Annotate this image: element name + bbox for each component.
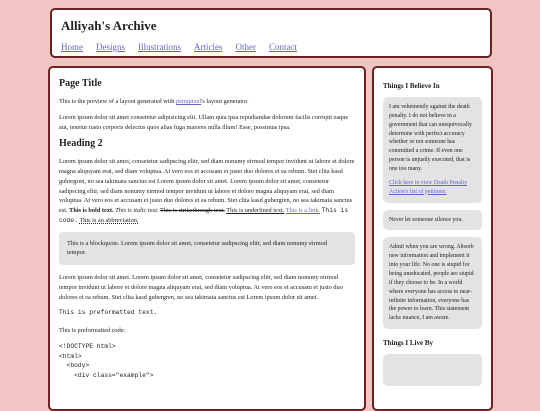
- intro-text-end: 's layout generator.: [201, 98, 249, 105]
- nav-articles[interactable]: Articles: [194, 42, 223, 52]
- blockquote: This is a blockquote. Lorem ipsum dolor sit amet, consetetur sadipscing elitr, sed diam nonumy eirmod tempor.: [59, 232, 355, 266]
- petitions-link[interactable]: Click here to view Death Penalty Action's list of petitions.: [389, 179, 468, 195]
- paragraph-3: Lorem ipsum dolor sit amet. Lorem ipsum dolor sit amet, consetetur sadipscing elitr, sed diam nonumy eirmod tempor invidunt ut labore et dolore magna aliquyam erat, sed diam voluptua. At vero eos et accusam et justo duo dolores et ea rebum. Stet clita kasd gubergren, no sea takimata sanctus est Lorem ipsum dolor sit amet.: [59, 274, 343, 301]
- heading-2: Heading 2: [59, 138, 103, 150]
- belief-card-silence: [383, 210, 482, 231]
- nav-other[interactable]: Other: [235, 42, 256, 52]
- preformatted-text: This is preformatted text.: [59, 309, 158, 317]
- intro-text: This is the preview of a layout generated with: [59, 98, 176, 105]
- beliefs-heading: Things I Believe In: [383, 82, 440, 90]
- site-header: [50, 8, 492, 58]
- paragraph-2: [59, 157, 355, 225]
- nav-home[interactable]: Home: [61, 42, 83, 52]
- belief-text: Never let someone silence you.: [389, 216, 463, 223]
- paragraph-2-text: Lorem ipsum dolor sit amet, consetetur sadipscing elitr, sed diam nonumy eirmod tempor invidunt ut labore et dolore magna aliquyam erat, sed diam voluptua. At vero eos et accusam et justo duo dolores et ea rebum. Stet clita kasd gubergren, no sea takimata sanctus est Lorem ipsum dolor sit amet. Lorem ipsum dolor sit amet, consetetur sadipscing elitr, sed diam nonumy eirmod tempor invidunt ut labore et dolore magna aliquyam erat, sed diam voluptua. At vero eos et accusam et justo duo dolores et ea rebum. Stet clita kasd gubergren, no sea takimata sanctus est.: [59, 158, 355, 214]
- main-content[interactable]: [48, 66, 366, 411]
- sidebar[interactable]: [372, 66, 493, 411]
- italic-text: This is italic text.: [115, 207, 159, 214]
- site-title: Alliyah's Archive: [61, 18, 157, 33]
- petrapixel-link[interactable]: petrapixel: [175, 98, 202, 105]
- belief-text: Admit when you are wrong. Absorb new information and implement it into your life. No one is stupid for being uneducated, people are stupid if they choose to be. In a world where everyone has access to near-infinite information, everyone has the power to learn. This statement lacks nuance, I am aware.: [389, 244, 474, 322]
- underlined-text: This is underlined text.: [226, 207, 285, 214]
- code-block: <!DOCTYPE html> <html> <body> <div class="example">: [59, 342, 154, 379]
- nav-illustrations[interactable]: Illustrations: [138, 42, 181, 52]
- intro-paragraph: [59, 97, 355, 107]
- belief-text: I am vehemently against the death penalty. I do not believe in a government that can unequivocally determine with perfect accuracy whether or not someone has committed a crime. If even one person is unjustly executed, that is one too many.: [389, 104, 472, 173]
- strikethrough-text: This is strikethrough text.: [160, 207, 225, 214]
- live-by-card: [383, 354, 482, 386]
- page-title: Page Title: [59, 78, 102, 89]
- paragraph-1: Lorem ipsum dolor sit amet consetetur adipisicing elit. Ullam quia ipsa repudiandae dolorum facilis corrupti eaque aut, tenetur iusto corporis delectus quos alias fuga maiores nulla illum! Esse, possimus ipsa.: [59, 113, 349, 131]
- nav-contact[interactable]: Contact: [269, 42, 297, 52]
- live-by-heading: Things I Live By: [383, 339, 433, 348]
- nav-designs[interactable]: Designs: [96, 42, 125, 52]
- bold-text: This is bold text.: [69, 207, 114, 214]
- pre-code-label: This is preformatted code:: [59, 327, 126, 334]
- abbreviation: This is an abbreviation.: [79, 216, 139, 224]
- inline-code: This is code.: [59, 207, 349, 224]
- main-nav: [61, 37, 481, 55]
- example-link[interactable]: This is a link.: [285, 207, 321, 214]
- belief-card-death-penalty: [383, 97, 482, 203]
- belief-card-admit-wrong: [383, 237, 482, 329]
